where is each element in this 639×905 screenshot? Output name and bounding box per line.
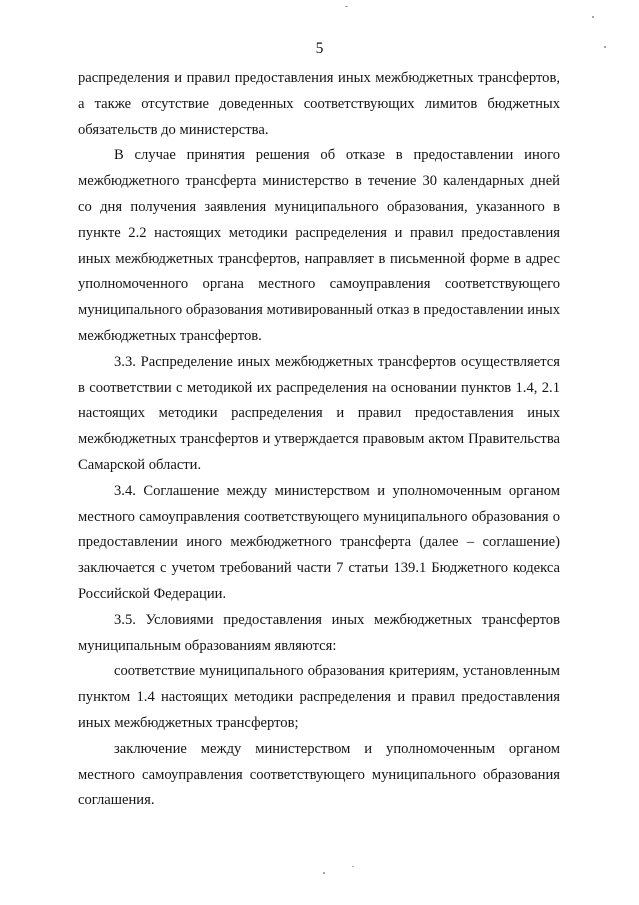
scan-speck — [604, 46, 606, 48]
paragraph-3-4: 3.4. Соглашение между министерством и уполномоченным органом местного самоуправления соответствующего муниципального образования о предоставлении иного межбюджетного трансферта (далее – соглашение) заключается с учетом требований части 7 статьи 139.1 Бюджетного кодекса Российской Федерации. — [78, 482, 560, 602]
paragraph-continuation: распределения и правил предоставления иных межбюджетных трансфертов, а также отсутствие доведенных соответствующих лимитов бюджетных обязательств до министерства. — [78, 70, 560, 138]
paragraph-condition-agreement: заключение между министерством и уполномоченным органом местного самоуправления соответствующего муниципального образования соглашения. — [78, 740, 560, 809]
scan-speck — [352, 866, 354, 867]
scan-speck — [323, 872, 325, 874]
paragraph-condition-criteria: соответствие муниципального образования критериям, установленным пунктом 1.4 настоящих методики распределения и правил предоставления иных межбюджетных трансфертов; — [78, 663, 560, 731]
paragraph-3-3: 3.3. Распределение иных межбюджетных трансфертов осуществляется в соответствии с методикой их распределения на основании пунктов 1.4, 2.1 настоящих методики распределения и правил предоставления иных межбюджетных трансфертов и утверждается правовым актом Правительства Самарской области. — [78, 353, 560, 473]
paragraph-refusal: В случае принятия решения об отказе в предоставлении иного межбюджетного трансферта министерство в течение 30 календарных дней со дня получения заявления муниципального образования, указанного в пункте 2.2 настоящих методики распределения и правил предоставления иных межбюджетных трансфертов, направляет в письменной форме в адрес уполномоченного органа местного самоуправления соответствующего муниципального образования мотивированный отказ в предоставлении иных межбюджетных трансфертов. — [78, 147, 560, 344]
page-number: 5 — [315, 40, 324, 57]
scan-speck — [592, 16, 594, 18]
scan-speck — [345, 6, 348, 7]
document-body — [78, 66, 560, 814]
paragraph-3-5: 3.5. Условиями предоставления иных межбюджетных трансфертов муниципальным образованиям являются: — [78, 611, 560, 654]
